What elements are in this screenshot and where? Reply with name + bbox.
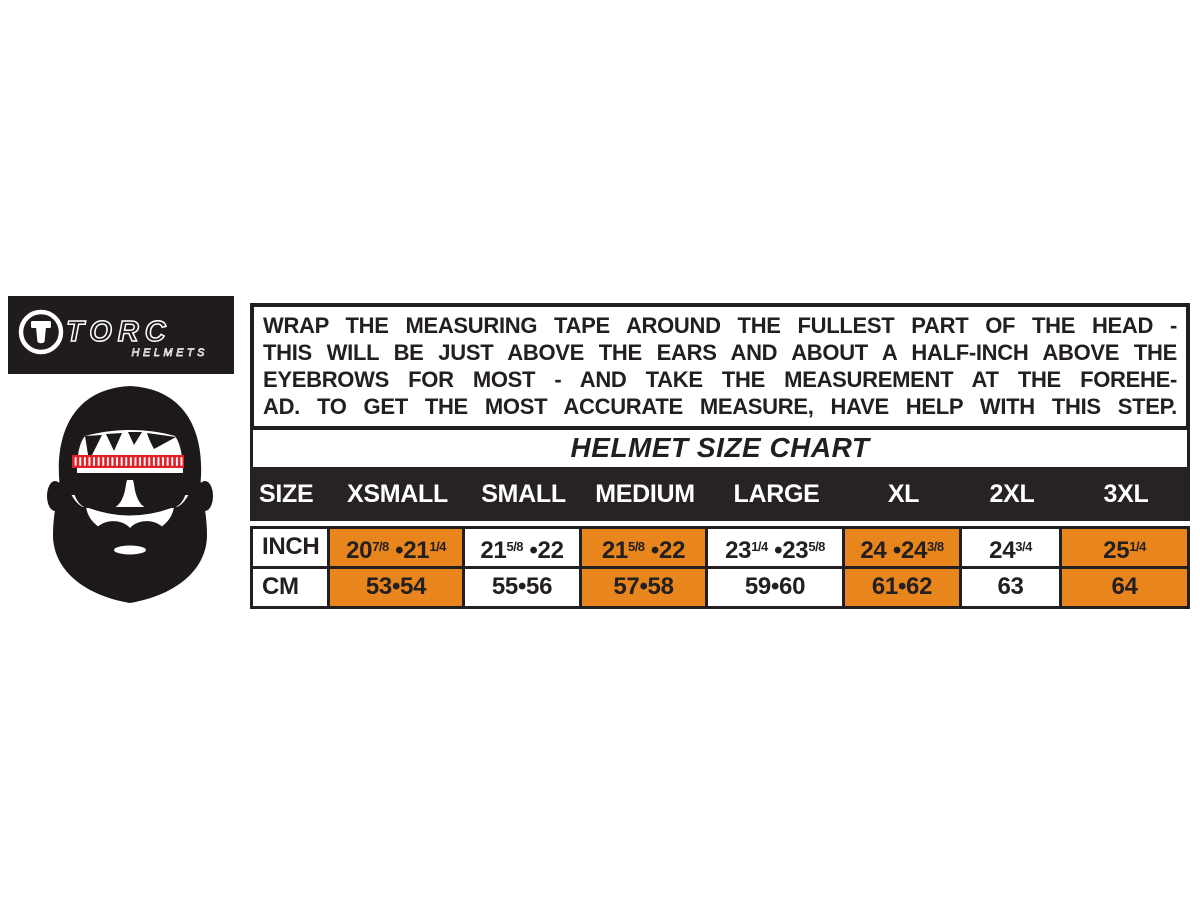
- head-measurement-illustration: [30, 376, 230, 610]
- row-label-cm: CM: [250, 569, 330, 609]
- size-chart-data-grid: [250, 526, 1190, 609]
- cm-small-cell: 55•56: [465, 569, 582, 609]
- inch-large-cell: $23^{1/4}$ $•23^{5/8}$: [708, 529, 845, 569]
- instruction-line: AD. TO GET THE MOST ACCURATE MEASURE, HAVE HELP WITH THIS STEP.: [263, 394, 1177, 419]
- cm-2xl-cell: 63: [962, 569, 1062, 609]
- mouth-highlight: [114, 546, 146, 555]
- header-cell-medium: MEDIUM: [595, 480, 695, 508]
- header-cell-size: SIZE: [259, 480, 314, 508]
- cm-medium-cell: 57•58: [582, 569, 708, 609]
- row-label-inch: INCH: [250, 529, 330, 569]
- inch-small-cell: $21^{5/8}$ •22: [465, 529, 582, 569]
- instruction-line: THIS WILL BE JUST ABOVE THE EARS AND ABOUT A HALF-INCH ABOVE THE: [263, 340, 1177, 365]
- brand-name: TORC: [66, 316, 172, 348]
- size-chart-header-row: [250, 467, 1190, 521]
- inch-2xl-cell: $24^{3/4}$: [962, 529, 1062, 569]
- inch-3xl-cell: $25^{1/4}$: [1062, 529, 1190, 569]
- header-cell-large: LARGE: [733, 480, 820, 508]
- inch-xsmall-cell: $20^{7/8}$ $•21^{1/4}$: [330, 529, 465, 569]
- cm-xsmall-cell: 53•54: [330, 569, 465, 609]
- size-chart-panel: [250, 303, 1190, 609]
- cm-large-cell: 59•60: [708, 569, 845, 609]
- header-cell-xl: XL: [887, 480, 920, 508]
- instruction-line: WRAP THE MEASURING TAPE AROUND THE FULLEST PART OF THE HEAD -: [263, 313, 1177, 338]
- header-cell-2xl: 2XL: [989, 480, 1035, 508]
- torc-logo-graphic: [8, 296, 234, 374]
- measuring-instructions: [250, 303, 1190, 430]
- header-cell-small: SMALL: [481, 480, 566, 508]
- header-cell-xsmall: XSMALL: [347, 480, 448, 508]
- torc-logo: [8, 296, 234, 374]
- size-chart-title: HELMET SIZE CHART: [250, 430, 1190, 467]
- bearded-man-icon: [30, 376, 230, 610]
- instruction-line: EYEBROWS FOR MOST - AND TAKE THE MEASUREMENT AT THE FOREHE-: [263, 367, 1177, 392]
- inch-medium-cell: $21^{5/8}$ •22: [582, 529, 708, 569]
- measuring-tape-icon: [72, 455, 184, 468]
- cm-xl-cell: 61•62: [845, 569, 962, 609]
- cm-3xl-cell: 64: [1062, 569, 1190, 609]
- brand-tagline: HELMETS: [131, 347, 208, 359]
- header-cell-3xl: 3XL: [1103, 480, 1149, 508]
- inch-xl-cell: 24 $•24^{3/8}$: [845, 529, 962, 569]
